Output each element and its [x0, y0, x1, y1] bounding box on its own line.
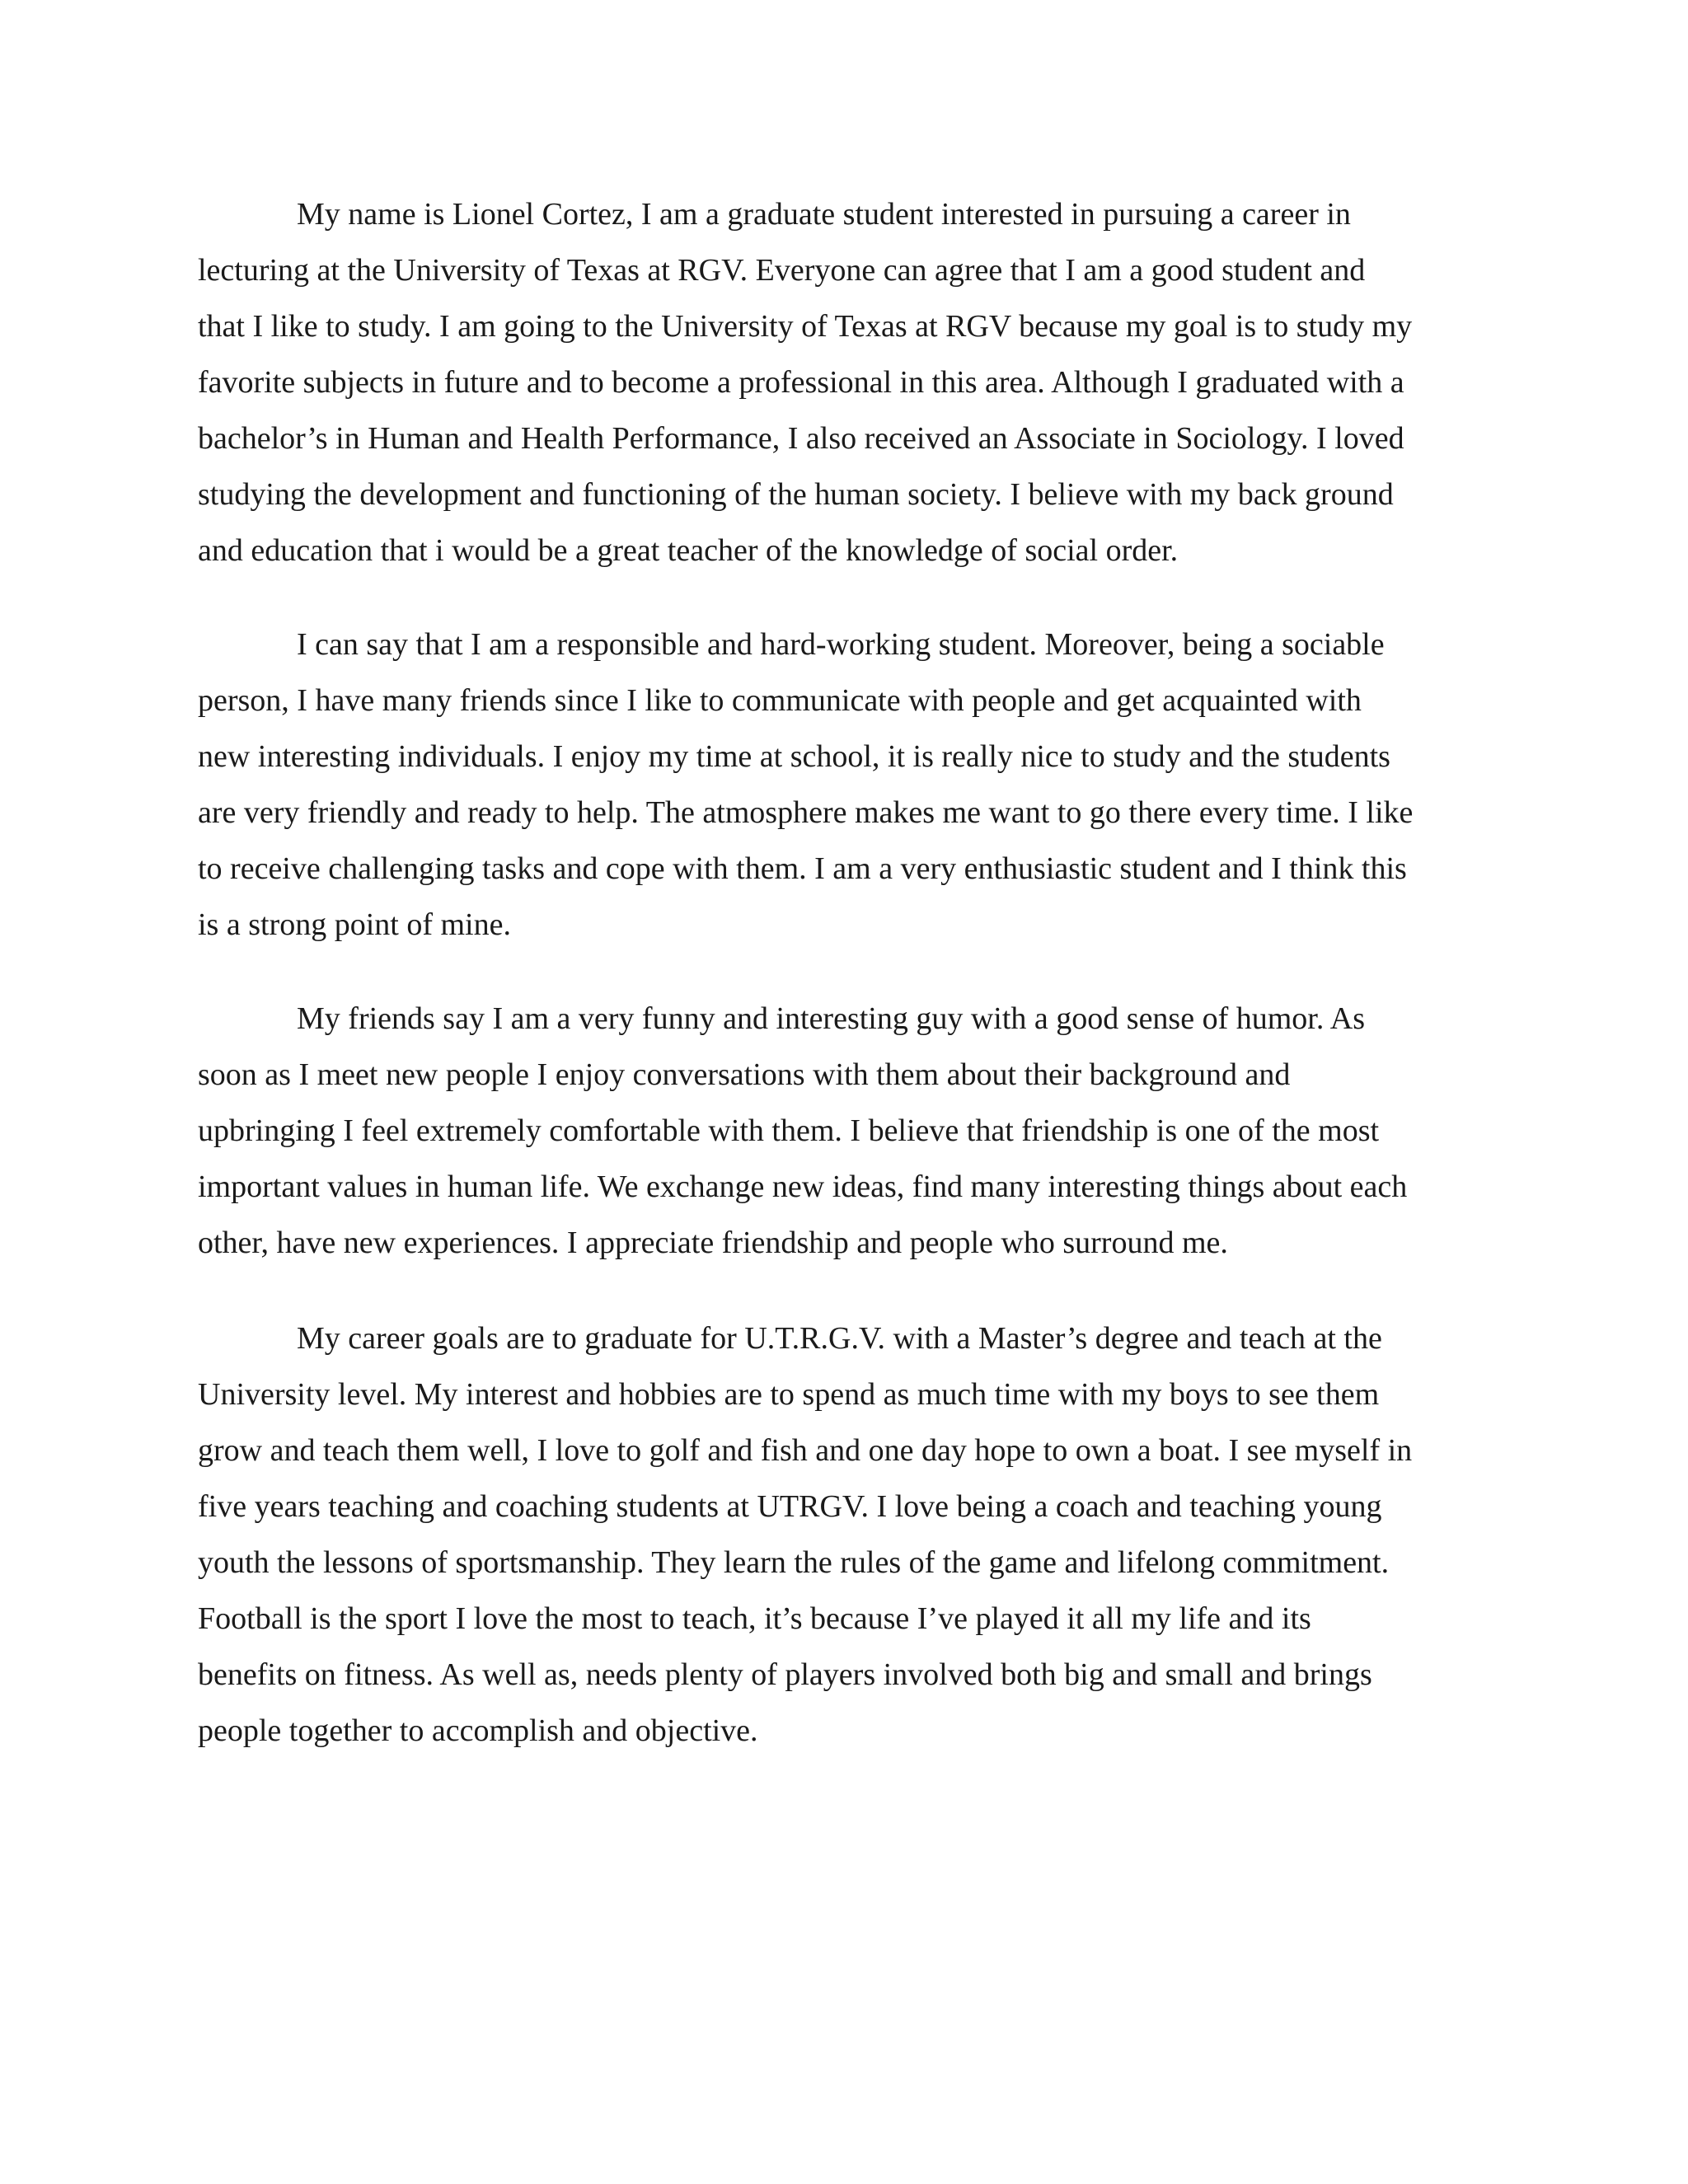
- paragraph-line: five years teaching and coaching students at UTRGV. I love being a coach and teaching young: [198, 1489, 1382, 1524]
- paragraph-line: important values in human life. We exchange new ideas, find many interesting things about each: [198, 1169, 1408, 1204]
- paragraph-line: favorite subjects in future and to become a professional in this area. Although I graduated with a: [198, 365, 1404, 400]
- paragraph-line: University level. My interest and hobbies are to spend as much time with my boys to see them: [198, 1377, 1380, 1412]
- paragraph-line: new interesting individuals. I enjoy my time at school, it is really nice to study and the students: [198, 739, 1390, 774]
- paragraph-line: that I like to study. I am going to the University of Texas at RGV because my goal is to study my: [198, 309, 1413, 344]
- paragraph-line: is a strong point of mine.: [198, 907, 511, 942]
- paragraph-line: to receive challenging tasks and cope with them. I am a very enthusiastic student and I think this: [198, 851, 1407, 886]
- paragraph-line: My name is Lionel Cortez, I am a graduate student interested in pursuing a career in: [297, 197, 1351, 232]
- paragraph-line: My career goals are to graduate for U.T.R.G.V. with a Master’s degree and teach at the: [297, 1321, 1382, 1356]
- paragraph-line: upbringing I feel extremely comfortable with them. I believe that friendship is one of the most: [198, 1113, 1380, 1148]
- paragraph-line: youth the lessons of sportsmanship. They learn the rules of the game and lifelong commitment.: [198, 1545, 1390, 1580]
- paragraph-line: studying the development and functioning of the human society. I believe with my back ground: [198, 477, 1394, 512]
- paragraph-line: Football is the sport I love the most to teach, it’s because I’ve played it all my life and its: [198, 1601, 1311, 1636]
- paragraph-line: and education that i would be a great teacher of the knowledge of social order.: [198, 533, 1179, 568]
- paragraph-line: people together to accomplish and objective.: [198, 1713, 758, 1748]
- paragraph-line: bachelor’s in Human and Health Performance, I also received an Associate in Sociology. I loved: [198, 421, 1404, 456]
- paragraph-line: benefits on fitness. As well as, needs plenty of players involved both big and small and brings: [198, 1657, 1372, 1692]
- paragraph-line: grow and teach them well, I love to golf and fish and one day hope to own a boat. I see myself in: [198, 1433, 1413, 1468]
- paragraph-line: person, I have many friends since I like to communicate with people and get acquainted with: [198, 683, 1362, 718]
- paragraph-line: soon as I meet new people I enjoy conversations with them about their background and: [198, 1057, 1291, 1092]
- paragraph-line: I can say that I am a responsible and hard-working student. Moreover, being a sociable: [297, 627, 1385, 662]
- paragraph-line: are very friendly and ready to help. The atmosphere makes me want to go there every time. I like: [198, 795, 1414, 830]
- paragraph-line: lecturing at the University of Texas at RGV. Everyone can agree that I am a good student and: [198, 253, 1366, 288]
- paragraph-line: My friends say I am a very funny and interesting guy with a good sense of humor. As: [297, 1001, 1365, 1036]
- paragraph-line: other, have new experiences. I appreciate friendship and people who surround me.: [198, 1226, 1228, 1260]
